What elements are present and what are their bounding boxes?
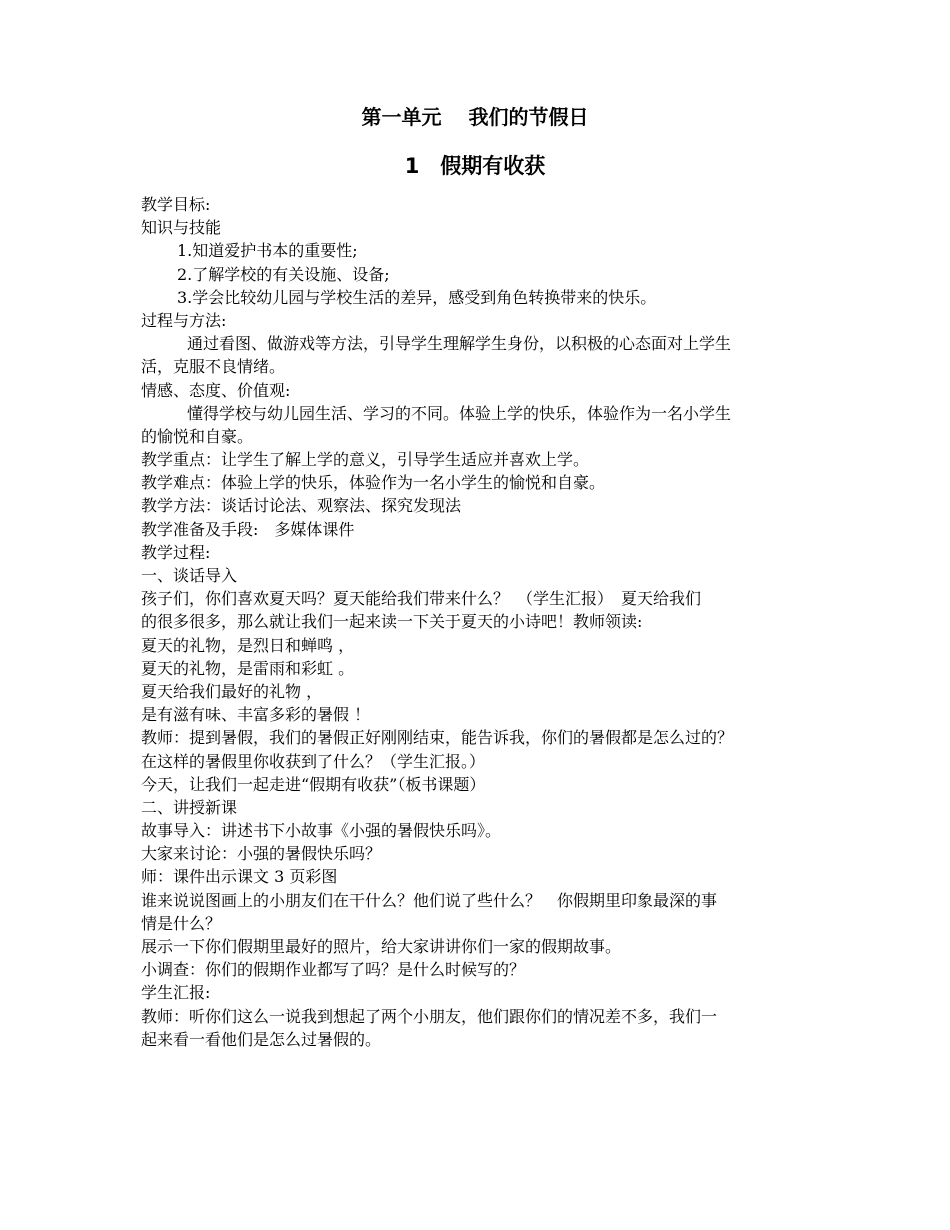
text-line: 情感、态度、价值观: (141, 380, 291, 400)
text-line: 2.了解学校的有关设施、设备; (177, 264, 390, 284)
text-line: 教学目标: (141, 195, 211, 214)
text-line: 夏天的礼物，是雷雨和彩虹 。 (141, 658, 355, 678)
text-line: 教学重点：让学生了解上学的意义，引导学生适应并喜欢上学。 (141, 450, 590, 470)
text-line: 二、讲授新课 (141, 797, 238, 817)
text-line: 活，克服不良情绪。 (141, 357, 286, 377)
text-line: 起来看一看他们是怎么过暑假的。 (141, 1029, 382, 1049)
text-line: 今天，让我们一起走进“假期有收获”（板书课题） (141, 774, 486, 794)
text-line: 谁来说说图画上的小朋友们在干什么？他们说了些什么？ 你假期里印象最深的事 (141, 890, 718, 910)
text-line: 夏天的礼物，是烈日和蝉鸣 ， (141, 635, 355, 655)
text-line: 故事导入：讲述书下小故事《小强的暑假快乐吗》。 (141, 821, 502, 841)
unit-title: 第一单元 我们的节假日 (361, 105, 589, 129)
text-line: 一、谈话导入 (141, 566, 238, 585)
text-line: 教学难点：体验上学的快乐，体验作为一名小学生的愉悦和自豪。 (141, 473, 606, 493)
text-line: 是有滋有味、丰富多彩的暑假 ！ (141, 705, 371, 725)
text-line: 教学方法：谈话讨论法、观察法、探究发现法 (141, 496, 462, 516)
text-line: 展示一下你们假期里最好的照片，给大家讲讲你们一家的假期故事。 (141, 937, 622, 956)
text-line: 孩子们，你们喜欢夏天吗？夏天能给我们带来什么？ （学生汇报） 夏天给我们 (141, 589, 702, 609)
text-line: 教师：提到暑假，我们的暑假正好刚刚结束，能告诉我，你们的暑假都是怎么过的？ (141, 728, 734, 748)
text-line: 的愉悦和自豪。 (141, 426, 254, 446)
text-line: 小调查：你们的假期作业都写了吗？是什么时候写的？ (141, 960, 526, 980)
text-line: 大家来讨论：小强的暑假快乐吗？ (141, 844, 382, 864)
text-line: 教学过程: (141, 542, 211, 562)
text-line: 学生汇报: (141, 983, 211, 1003)
text-line: 师：课件出示课文 3 页彩图 (141, 867, 338, 887)
lesson-title: 1 假期有收获 (404, 154, 546, 178)
text-line: 情是什么？ (141, 913, 222, 933)
text-line: 知识与技能 (141, 218, 222, 238)
text-line: 懂得学校与幼儿园生活、学习的不同。体验上学的快乐，体验作为一名小学生 (187, 403, 732, 423)
text-line: 过程与方法: (141, 310, 227, 330)
lesson-body (141, 193, 813, 1051)
text-line: 的很多很多，那么就让我们一起来读一下关于夏天的小诗吧！教师领读: (141, 612, 643, 632)
text-line: 夏天给我们最好的礼物 ， (141, 681, 323, 701)
text-line: 3.学会比较幼儿园与学校生活的差异，感受到角色转换带来的快乐。 (177, 287, 657, 307)
text-line: 教师：听你们这么一说我到想起了两个小朋友，他们跟你们的情况差不多，我们一 (141, 1006, 718, 1026)
text-line: 教学准备及手段: 多媒体课件 (141, 519, 355, 539)
text-line: 在这样的暑假里你收获到了什么？（学生汇报。） (141, 751, 486, 771)
text-line: 1.知道爱护书本的重要性; (177, 241, 358, 261)
text-line: 通过看图、做游戏等方法，引导学生理解学生身份，以积极的心态面对上学生 (187, 334, 732, 354)
